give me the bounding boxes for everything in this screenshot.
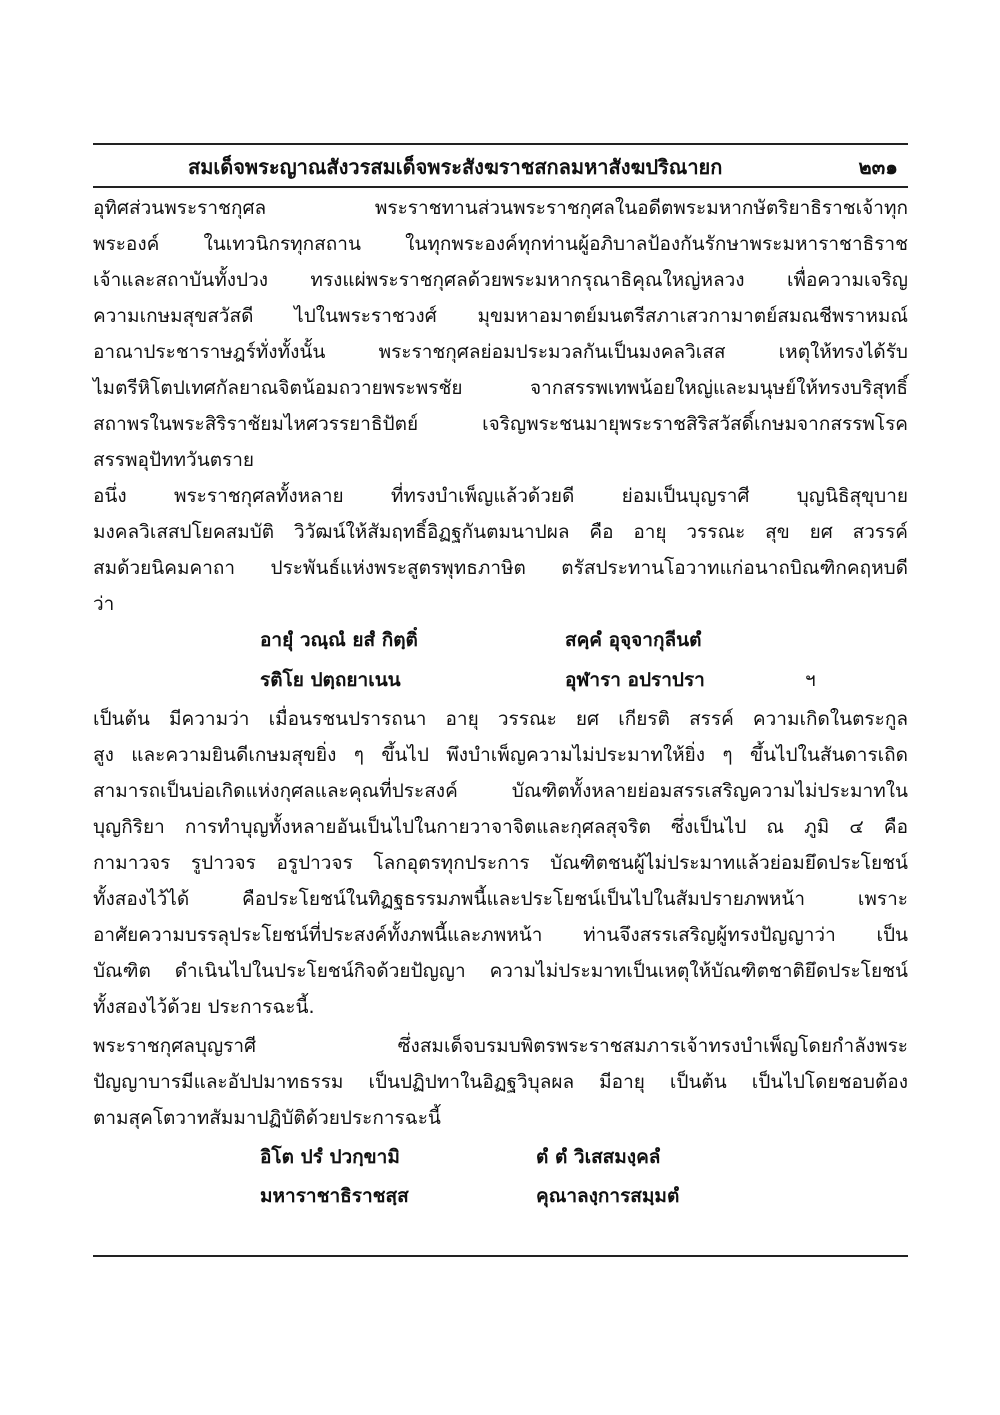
verse-line: สคฺคํ อุจฺจากุลีนตํ [565,629,702,651]
paragraph-line: พระองค์ ในเทวนิกรทุกสถาน ในทุกพระองค์ทุกท่านผู้อภิบาลป้องกันรักษาพระมหาราชาธิราช [93,233,908,255]
paragraph-line: ไมตรีหิโตปเทศกัลยาณจิตน้อมถวายพระพรชัย จากสรรพเทพน้อยใหญ่และมนุษย์ให้ทรงบริสุทธิ์ [93,377,908,399]
paragraph-line: ทั้งสองไว้ได้ คือประโยชน์ในทิฏฐธรรมภพนี้และประโยชน์เป็นไปในสัมปรายภพหน้า เพราะ [93,888,908,910]
paragraph-line: อาศัยความบรรลุประโยชน์ที่ประสงค์ทั้งภพนี้และภพหน้า ท่านจึงสรรเสริญผู้ทรงปัญญาว่า เป็น [93,924,908,946]
header-title: สมเด็จพระญาณสังวรสมเด็จพระสังฆราชสกลมหาสังฆปริณายก [188,155,723,179]
paragraph-line: กามาวจร รูปาวจร อรูปาวจร โลกอุตรทุกประการ บัณฑิตชนผู้ไม่ประมาทแล้วย่อมยึดประโยชน์ [93,852,908,874]
verse-line: รติโย ปตฺถยาเนน [260,669,401,691]
paragraph-line: อนึ่ง พระราชกุศลทั้งหลาย ที่ทรงบำเพ็ญแล้วด้วยดี ย่อมเป็นบุญราศี บุญนิธิสุขุบาย [93,485,908,507]
paragraph-line: บัณฑิต ดำเนินไปในประโยชน์กิจด้วยปัญญา ความไม่ประมาทเป็นเหตุให้บัณฑิตชาติยึดประโยชน์ [93,960,908,982]
paragraph-line: สูง และความยินดีเกษมสุขยิ่ง ๆ ขึ้นไป พึงบำเพ็ญความไม่ประมาทให้ยิ่ง ๆ ขึ้นไปในสันดารเถิด [93,744,908,766]
page-number: ๒๓๑ [858,155,898,179]
paragraph-line: มงคลวิเสสปโยคสมบัติ วิวัฒน์ให้สัมฤทธิ์อิฏฐกันตมนาปผล คือ อายุ วรรณะ สุข ยศ สวรรค์ [93,521,908,543]
paragraph-line: ปัญญาบารมีและอัปปมาทธรรม เป็นปฏิปทาในอิฏฐวิบุลผล มีอายุ เป็นต้น เป็นไปโดยชอบต้อง [93,1071,908,1093]
paragraph-line: อุทิศส่วนพระราชกุศล พระราชทานส่วนพระราชกุศลในอดีตพระมหากษัตริยาธิราชเจ้าทุก [93,197,908,219]
paragraph-line: สมด้วยนิคมคาถา ประพันธ์แห่งพระสูตรพุทธภาษิต ตรัสประทานโอวาทแก่อนาถบิณฑิกคฤหบดี [93,557,908,579]
paragraph-line: เจ้าและสถาบันทั้งปวง ทรงแผ่พระราชกุศลด้วยพระมหากรุณาธิคุณใหญ่หลวง เพื่อความเจริญ [93,269,908,291]
paragraph-line: สรรพอุปัททวันตราย [93,449,255,471]
document-page [93,0,908,1415]
paragraph-line: สามารถเป็นบ่อเกิดแห่งกุศลและคุณที่ประสงค์ บัณฑิตทั้งหลายย่อมสรรเสริญความไม่ประมาทใน [93,780,908,802]
verse-line: ตํ ตํ วิเสสมงฺคลํ [536,1146,661,1168]
paragraph-line: ความเกษมสุขสวัสดี ไปในพระราชวงศ์ มุขมหาอมาตย์มนตรีสภาเสวกามาตย์สมณชีพราหมณ์ [93,305,908,327]
verse-line: อุฬารา อปราปรา [565,669,705,691]
paragraph-line: อาณาประชาราษฎร์ทั่งทั้งนั้น พระราชกุศลย่อมประมวลกันเป็นมงคลวิเสส เหตุให้ทรงได้รับ [93,341,908,363]
verse-end-mark: ฯ [805,669,816,691]
paragraph-line: ทั้งสองไว้ด้วย ประการฉะนี้. [93,996,315,1018]
verse-line: อายุํ วณฺณํ ยสํ กิตฺติํ [260,629,418,651]
footer-rule [93,1255,908,1257]
verse-line: อิโต ปรํ ปวกฺขามิ [260,1146,400,1168]
header-bottom-rule [93,186,908,188]
paragraph-line: เป็นต้น มีความว่า เมื่อนรชนปรารถนา อายุ วรรณะ ยศ เกียรติ สรรค์ ความเกิดในตระกูล [93,708,908,730]
paragraph-line: สถาพรในพระสิริราชัยมไหศวรรยาธิปัตย์ เจริญพระชนมายุพระราชสิริสวัสดิ์เกษมจากสรรพโรค [93,413,908,435]
verse-line: มหาราชาธิราชสฺส [260,1185,409,1207]
paragraph-line: บุญกิริยา การทำบุญทั้งหลายอันเป็นไปในกายวาจาจิตและกุศลสุจริต ซึ่งเป็นไป ณ ภูมิ ๔ คือ [93,816,908,838]
page-header [93,143,908,186]
paragraph-line: ตามสุคโตวาทสัมมาปฏิบัติด้วยประการฉะนี้ [93,1107,441,1129]
verse-line: คุณาลงฺการสมฺมตํ [536,1185,680,1207]
paragraph-line: พระราชกุศลบุญราศี ซึ่งสมเด็จบรมบพิตรพระราชสมภารเจ้าทรงบำเพ็ญโดยกำลังพระ [93,1035,908,1057]
paragraph-line: ว่า [93,593,115,615]
